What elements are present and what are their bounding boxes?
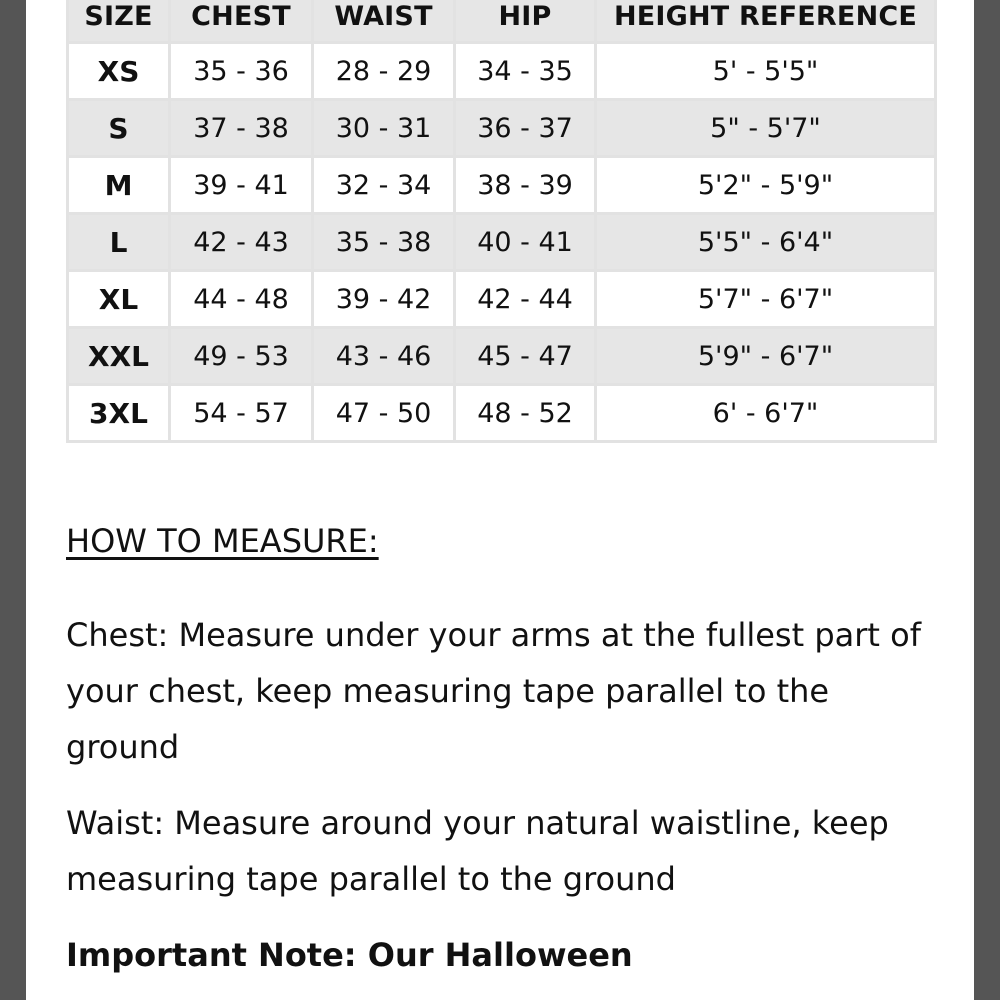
- header-size: SIZE: [68, 0, 170, 43]
- hip-cell: 42 - 44: [455, 271, 596, 328]
- how-to-measure-heading: HOW TO MEASURE:: [66, 522, 379, 560]
- chest-cell: 35 - 36: [170, 43, 313, 100]
- header-waist: WAIST: [313, 0, 455, 43]
- hip-cell: 36 - 37: [455, 100, 596, 157]
- table-row: [68, 100, 936, 157]
- height-cell: 6' - 6'7": [596, 385, 936, 442]
- waist-cell: 28 - 29: [313, 43, 455, 100]
- size-chart-table: [66, 0, 937, 443]
- important-note: Important Note: Our Halloween: [66, 936, 633, 974]
- chest-instruction: Chest: Measure under your arms at the fullest part of your chest, keep measuring tape parallel to the ground: [66, 616, 921, 766]
- size-cell: XL: [68, 271, 170, 328]
- waist-cell: 39 - 42: [313, 271, 455, 328]
- size-cell: L: [68, 214, 170, 271]
- size-cell: M: [68, 157, 170, 214]
- size-cell: S: [68, 100, 170, 157]
- chest-cell: 54 - 57: [170, 385, 313, 442]
- hip-cell: 34 - 35: [455, 43, 596, 100]
- chest-cell: 39 - 41: [170, 157, 313, 214]
- table-header-row: [68, 0, 936, 43]
- table-row: [68, 214, 936, 271]
- height-cell: 5' - 5'5": [596, 43, 936, 100]
- table-row: [68, 157, 936, 214]
- chest-cell: 42 - 43: [170, 214, 313, 271]
- header-chest: CHEST: [170, 0, 313, 43]
- waist-instruction: Waist: Measure around your natural waistline, keep measuring tape parallel to the ground: [66, 804, 889, 898]
- height-cell: 5'5" - 6'4": [596, 214, 936, 271]
- waist-cell: 30 - 31: [313, 100, 455, 157]
- size-cell: XXL: [68, 328, 170, 385]
- hip-cell: 38 - 39: [455, 157, 596, 214]
- hip-cell: 45 - 47: [455, 328, 596, 385]
- table-row: [68, 328, 936, 385]
- height-cell: 5'7" - 6'7": [596, 271, 936, 328]
- content-panel: [26, 0, 974, 1000]
- chest-cell: 37 - 38: [170, 100, 313, 157]
- measure-instructions: [66, 515, 946, 983]
- hip-cell: 40 - 41: [455, 214, 596, 271]
- waist-cell: 32 - 34: [313, 157, 455, 214]
- hip-cell: 48 - 52: [455, 385, 596, 442]
- table-row: [68, 385, 936, 442]
- chest-cell: 44 - 48: [170, 271, 313, 328]
- height-cell: 5" - 5'7": [596, 100, 936, 157]
- height-cell: 5'2" - 5'9": [596, 157, 936, 214]
- waist-cell: 43 - 46: [313, 328, 455, 385]
- table-row: [68, 271, 936, 328]
- chest-cell: 49 - 53: [170, 328, 313, 385]
- header-hip: HIP: [455, 0, 596, 43]
- waist-cell: 35 - 38: [313, 214, 455, 271]
- size-cell: 3XL: [68, 385, 170, 442]
- size-cell: XS: [68, 43, 170, 100]
- waist-cell: 47 - 50: [313, 385, 455, 442]
- header-height-reference: HEIGHT REFERENCE: [596, 0, 936, 43]
- table-row: [68, 43, 936, 100]
- height-cell: 5'9" - 6'7": [596, 328, 936, 385]
